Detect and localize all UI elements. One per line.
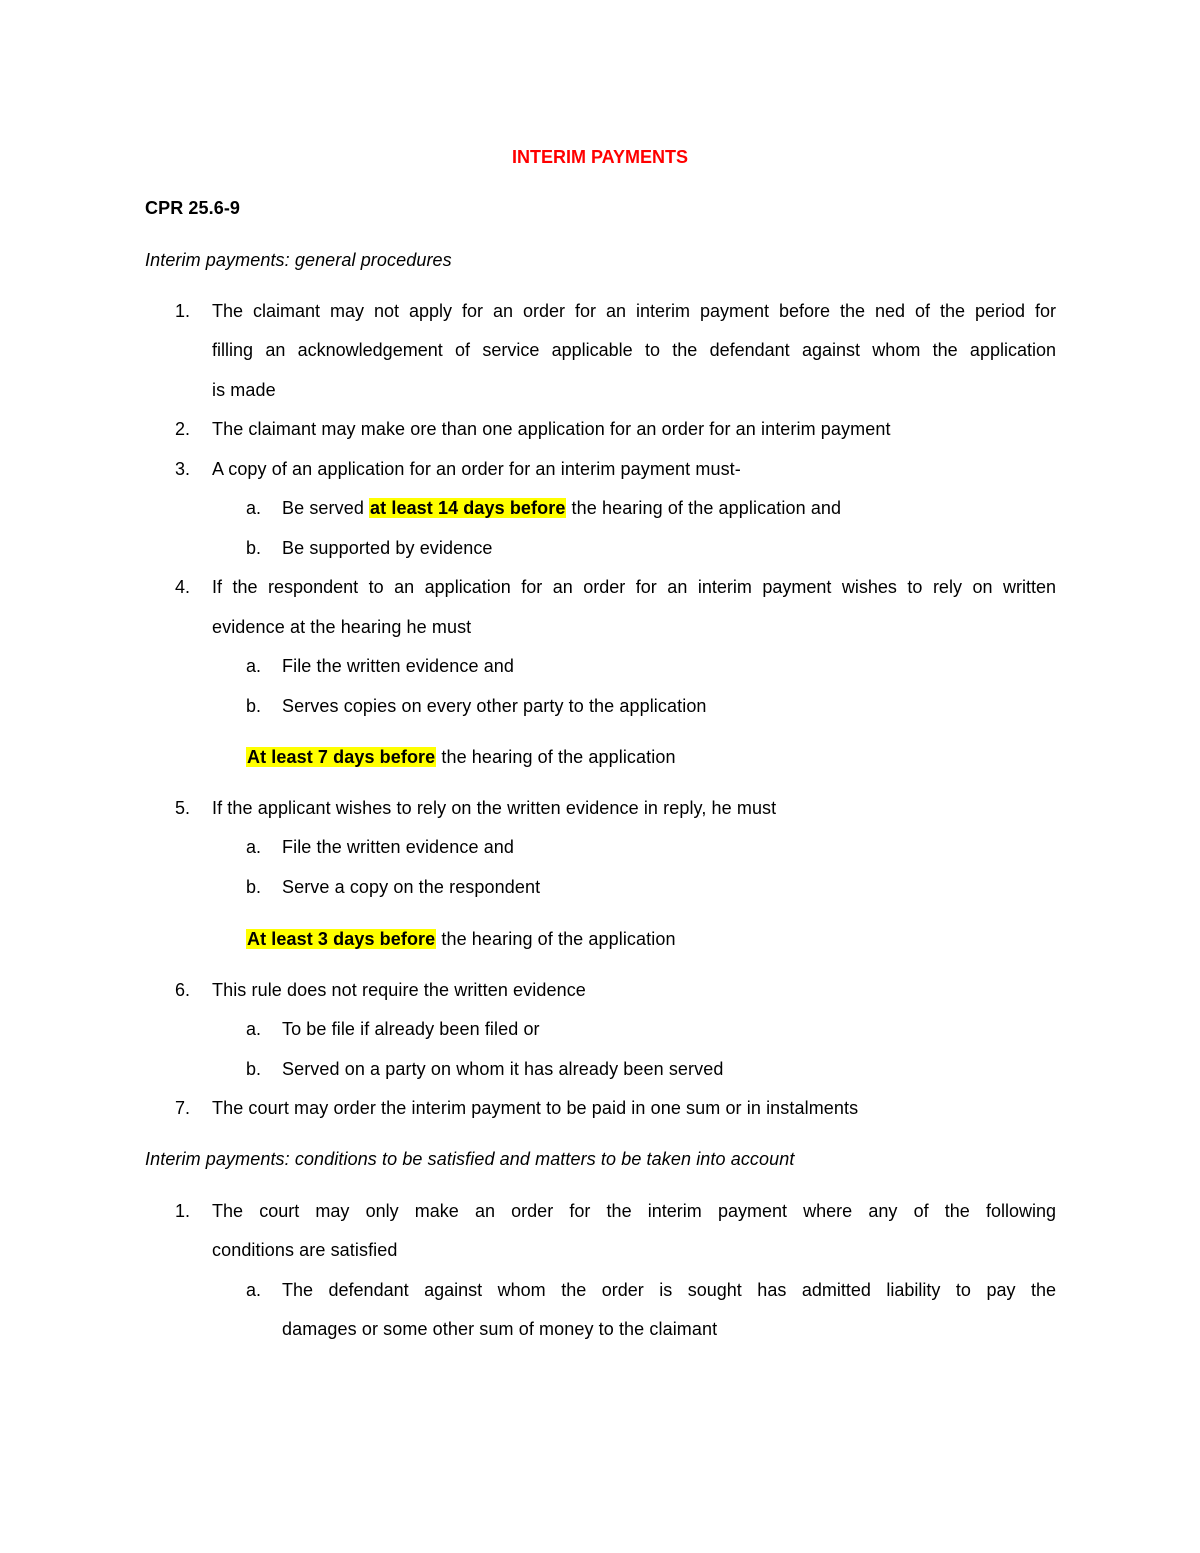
sub-item-letter: b. — [246, 538, 262, 558]
deadline-highlight: at least 14 days before — [370, 498, 566, 518]
sub-item-text-before: Be served — [282, 498, 370, 518]
list-item-text: evidence at the hearing he must — [212, 617, 472, 637]
sub-item-text: The defendant against whom the order is sought has admitted liability to pay the — [282, 1280, 1056, 1300]
deadline-note-text: the hearing of the application — [436, 929, 676, 949]
list-item-text: If the applicant wishes to rely on the written evidence in reply, he must — [212, 798, 777, 818]
list-number: 5. — [175, 798, 191, 818]
rule-reference: CPR 25.6-9 — [145, 198, 241, 218]
sub-item-letter: a. — [246, 837, 262, 857]
sub-item-letter: a. — [246, 1019, 262, 1039]
list-item-text: The court may order the interim payment to be paid in one sum or in instalments — [212, 1098, 859, 1118]
sub-item-letter: a. — [246, 656, 262, 676]
list-item-text: The claimant may not apply for an order for an interim payment before the ned of the period for — [212, 301, 1056, 321]
list-item-text: The court may only make an order for the interim payment where any of the following — [212, 1201, 1056, 1221]
sub-item-letter: b. — [246, 696, 262, 716]
document-title: INTERIM PAYMENTS — [511, 147, 689, 167]
deadline-highlight: At least 3 days before — [247, 929, 436, 949]
list-number: 3. — [175, 459, 191, 479]
sub-item-text: File the written evidence and — [282, 837, 515, 857]
sub-item-letter: a. — [246, 498, 262, 518]
sub-item-text: Served on a party on whom it has already been served — [282, 1059, 724, 1079]
list-item-text: filling an acknowledgement of service applicable to the defendant against whom the application — [212, 340, 1056, 360]
list-number: 1. — [175, 301, 191, 321]
sub-item-text-after: the hearing of the application and — [566, 498, 842, 518]
sub-item-text — [282, 496, 841, 520]
list-number: 6. — [175, 980, 191, 1000]
sub-item-letter: a. — [246, 1280, 262, 1300]
list-item-text: The claimant may make ore than one application for an order for an interim payment — [212, 419, 891, 439]
deadline-note-text: the hearing of the application — [436, 747, 676, 767]
sub-item-text: To be file if already been filed or — [282, 1019, 540, 1039]
section-heading-conditions: Interim payments: conditions to be satisfied and matters to be taken into account — [145, 1149, 795, 1169]
list-item-text: This rule does not require the written evidence — [212, 980, 586, 1000]
list-number: 4. — [175, 577, 191, 597]
sub-item-text: File the written evidence and — [282, 656, 515, 676]
list-item-text: A copy of an application for an order for an interim payment must- — [212, 459, 741, 479]
list-item-text: is made — [212, 380, 276, 400]
deadline-note — [246, 745, 676, 769]
list-number: 1. — [175, 1201, 191, 1221]
deadline-note — [246, 927, 676, 951]
sub-item-letter: b. — [246, 1059, 262, 1079]
list-item-text: conditions are satisfied — [212, 1240, 398, 1260]
section-heading-general-procedures: Interim payments: general procedures — [145, 250, 452, 270]
sub-item-text: Be supported by evidence — [282, 538, 493, 558]
list-number: 7. — [175, 1098, 191, 1118]
sub-item-text: Serves copies on every other party to the application — [282, 696, 707, 716]
sub-item-letter: b. — [246, 877, 262, 897]
sub-item-text: Serve a copy on the respondent — [282, 877, 541, 897]
list-item-text: If the respondent to an application for an order for an interim payment wishes to rely on written — [212, 577, 1056, 597]
list-number: 2. — [175, 419, 191, 439]
sub-item-text: damages or some other sum of money to the claimant — [282, 1319, 718, 1339]
deadline-highlight: At least 7 days before — [247, 747, 436, 767]
